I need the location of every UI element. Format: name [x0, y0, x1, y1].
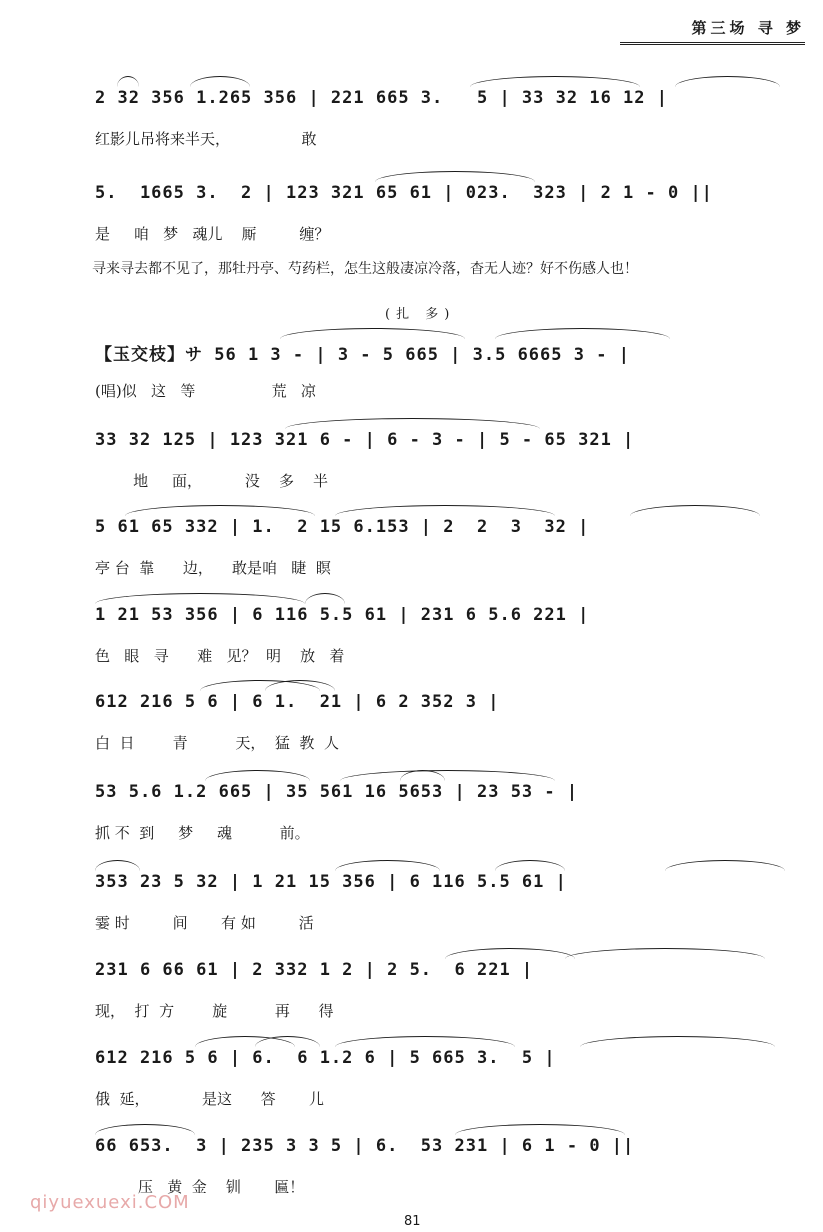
watermark-logo: qiyuexuexi.COM — [30, 1192, 190, 1213]
score-system-7 — [95, 692, 805, 772]
jianpu-notes: 【玉交枝】サ 56 1 3 - | 3 - 5 665 | 3.5 6665 3 - | — [95, 345, 630, 365]
score-system-5 — [95, 517, 805, 597]
jianpu-notes: 2 32 356 1.265 356 | 221 665 3. 5 | 33 32 16 12 | — [95, 88, 668, 108]
score-system-12 — [95, 1136, 805, 1216]
jianpu-notes: 53 5.6 1.2 665 | 35 561 16 5653 | 23 53 - | — [95, 782, 579, 802]
lyrics-line: 地 面， 没 多 半 — [95, 472, 329, 490]
jianpu-notes: 33 32 125 | 123 321 6 - | 6 - 3 - | 5 - 65 321 | — [95, 430, 635, 450]
jianpu-notes: 612 216 5 6 | 6 1. 21 | 6 2 352 3 | — [95, 692, 500, 712]
lyrics-line: (唱)似 这 等 荒 凉 — [95, 382, 316, 400]
slur — [495, 328, 670, 339]
page-number: 81 — [404, 1214, 421, 1229]
score-system-1 — [95, 88, 805, 168]
page-header: 第三场 寻 梦 — [620, 12, 805, 45]
lyrics-line: 红影儿吊将来半天， 敢 — [95, 130, 317, 148]
slur — [470, 76, 640, 87]
slur — [190, 76, 250, 87]
spoken-dialogue: 寻来寻去都不见了，那牡丹亭、芍药栏，怎生这般凄凉冷落，杳无人迹？好不伤感人也！ — [92, 261, 638, 277]
jianpu-notes: 5. 1665 3. 2 | 123 321 65 61 | 023. 323 | 2 1 - 0 || — [95, 183, 713, 203]
score-system-11 — [95, 1048, 805, 1128]
jianpu-notes: 353 23 5 32 | 1 21 15 356 | 6 116 5.5 61 | — [95, 872, 567, 892]
score-system-10 — [95, 960, 805, 1040]
lyrics-line: 霎 时 间 有 如 活 — [95, 914, 314, 932]
slur — [280, 328, 465, 339]
score-system-4 — [95, 430, 805, 510]
slur — [375, 171, 535, 182]
jianpu-notes: 1 21 53 356 | 6 116 5.5 61 | 231 6 5.6 221 | — [95, 605, 590, 625]
lyrics-line: 现， 打 方 旋 再 得 — [95, 1002, 334, 1020]
jianpu-notes: 5 61 65 332 | 1. 2 15 6.153 | 2 2 3 32 | — [95, 517, 590, 537]
percussion-note: (扎 多) — [385, 307, 456, 322]
slur — [117, 76, 139, 87]
lyrics-line: 白 日 青 天， 猛 教 人 — [95, 734, 339, 752]
lyrics-line: 色 眼 寻 难 见？ 明 放 着 — [95, 647, 345, 665]
jianpu-notes: 612 216 5 6 | 6. 6 1.2 6 | 5 665 3. 5 | — [95, 1048, 556, 1068]
jianpu-notes: 231 6 66 61 | 2 332 1 2 | 2 5. 6 221 | — [95, 960, 534, 980]
lyrics-line: 是 咱 梦 魂儿 厮 缠？ — [95, 225, 330, 243]
lyrics-line: 压 黄 金 钏 匾！ — [95, 1178, 305, 1196]
jianpu-notes: 66 653. 3 | 235 3 3 5 | 6. 53 231 | 6 1 - 0 || — [95, 1136, 635, 1156]
score-system-6 — [95, 605, 805, 685]
score-system-2 — [95, 183, 805, 263]
lyrics-line: 俄 延， 是这 答 儿 — [95, 1090, 324, 1108]
lyrics-line: 抓 不 到 梦 魂 前。 — [95, 824, 310, 842]
slur — [675, 76, 780, 87]
lyrics-line: 亭 台 靠 边， 敢是咱 睫 瞑 — [95, 559, 331, 577]
score-system-8 — [95, 782, 805, 862]
score-system-9 — [95, 872, 805, 952]
score-system-3 — [95, 340, 805, 420]
